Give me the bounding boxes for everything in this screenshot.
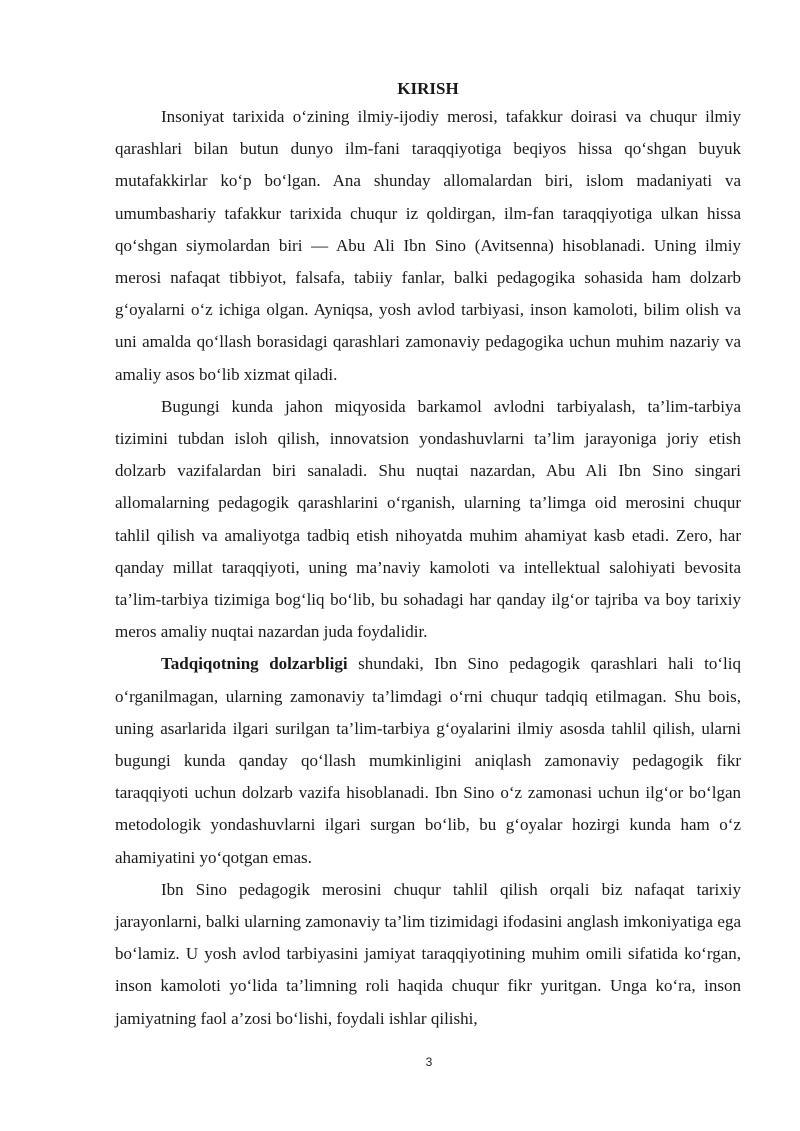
paragraph-1 bbox=[115, 101, 741, 391]
paragraph-2-text: Bugungi kunda jahon miqyosida barkamol avlodni tarbiyalash, ta’lim-tarbiya tizimini tubdan isloh qilish, innovatsion yondashuvlarni ta’lim jarayoniga joriy etish dolzarb vazifalardan biri sanaladi. Shu nuqtai nazardan, Abu Ali Ibn Sino singari allomalarning pedagogik qarashlarini o‘rganish, ularning ta’limga oid merosini chuqur tahlil qilish va amaliyotga tadbiq etish nihoyatda muhim ahamiyat kasb etadi. Zero, har qanday millat taraqqiyoti, uning ma’naviy kamoloti va intellektual salohiyati bevosita ta’lim-tarbiya tizimiga bog‘liq bo‘lib, bu sohadagi har qanday ilg‘or tajriba va boy tarixiy meros amaliy nuqtai nazardan juda foydalidir. bbox=[115, 396, 741, 642]
paragraph-4 bbox=[115, 874, 741, 1035]
paragraph-1-text: Insoniyat tarixida o‘zining ilmiy-ijodiy merosi, tafakkur doirasi va chuqur ilmiy qarashlari bilan butun dunyo ilm-fani taraqqiyotiga beqiyos hissa qo‘shgan buyuk mutafakkirlar ko‘p bo‘lgan. Ana shunday allomalardan biri, islom madaniyati va umumbashariy tafakkur tarixida chuqur iz qoldirgan, ilm-fan taraqqiyotiga ulkan hissa qo‘shgan siymolardan biri — Abu Ali Ibn Sino (Avitsenna) hisoblanadi. Uning ilmiy merosi nafaqat tibbiyot, falsafa, tabiiy fanlar, balki pedagogika sohasida ham dolzarb g‘oyalarni o‘z ichiga olgan. Ayniqsa, yosh avlod tarbiyasi, inson kamoloti, bilim olish va uni amalda qo‘llash borasidagi qarashlari zamonaviy pedagogika uchun muhim nazariy va amaliy asos bo‘lib xizmat qiladi. bbox=[115, 107, 741, 384]
paragraph-3-text: shundaki, Ibn Sino pedagogik qarashlari hali to‘liq o‘rganilmagan, ularning zamonaviy ta’limdagi o‘rni chuqur tadqiq etilmagan. Shu bois, uning asarlarida ilgari surilgan ta’lim-tarbiya g‘oyalarini ilmiy asosda tahlil qilish, ularni bugungi kunda qanday qo‘llash mumkinligini aniqlash zamonaviy pedagogik fikr taraqqiyoti uchun dolzarb vazifa hisoblanadi. Ibn Sino o‘z zamonasi uchun ilg‘or bo‘lgan metodologik yondashuvlarni ilgari surgan bo‘lib, bu g‘oyalar hozirgi kunda ham o‘z ahamiyatini yo‘qotgan emas. bbox=[115, 654, 741, 867]
document-body bbox=[115, 74, 741, 1035]
paragraph-2 bbox=[115, 391, 741, 649]
paragraph-3-lead: Tadqiqotning dolzarbligi bbox=[161, 654, 348, 674]
section-heading: KIRISH bbox=[397, 79, 459, 98]
page-number: 3 bbox=[425, 1055, 433, 1069]
paragraph-4-text: Ibn Sino pedagogik merosini chuqur tahlil qilish orqali biz nafaqat tarixiy jarayonlarni, balki ularning zamonaviy ta’lim tizimidagi ifodasini anglash imkoniyatiga ega bo‘lamiz. U yosh avlod tarbiyasini jamiyat taraqqiyotining muhim omili sifatida ko‘rgan, inson kamoloti yo‘lida ta’limning roli haqida chuqur fikr yuritgan. Unga ko‘ra, inson jamiyatning faol a’zosi bo‘lishi, foydali ishlar qilishi, bbox=[115, 879, 741, 1028]
paragraph-3 bbox=[115, 648, 741, 873]
